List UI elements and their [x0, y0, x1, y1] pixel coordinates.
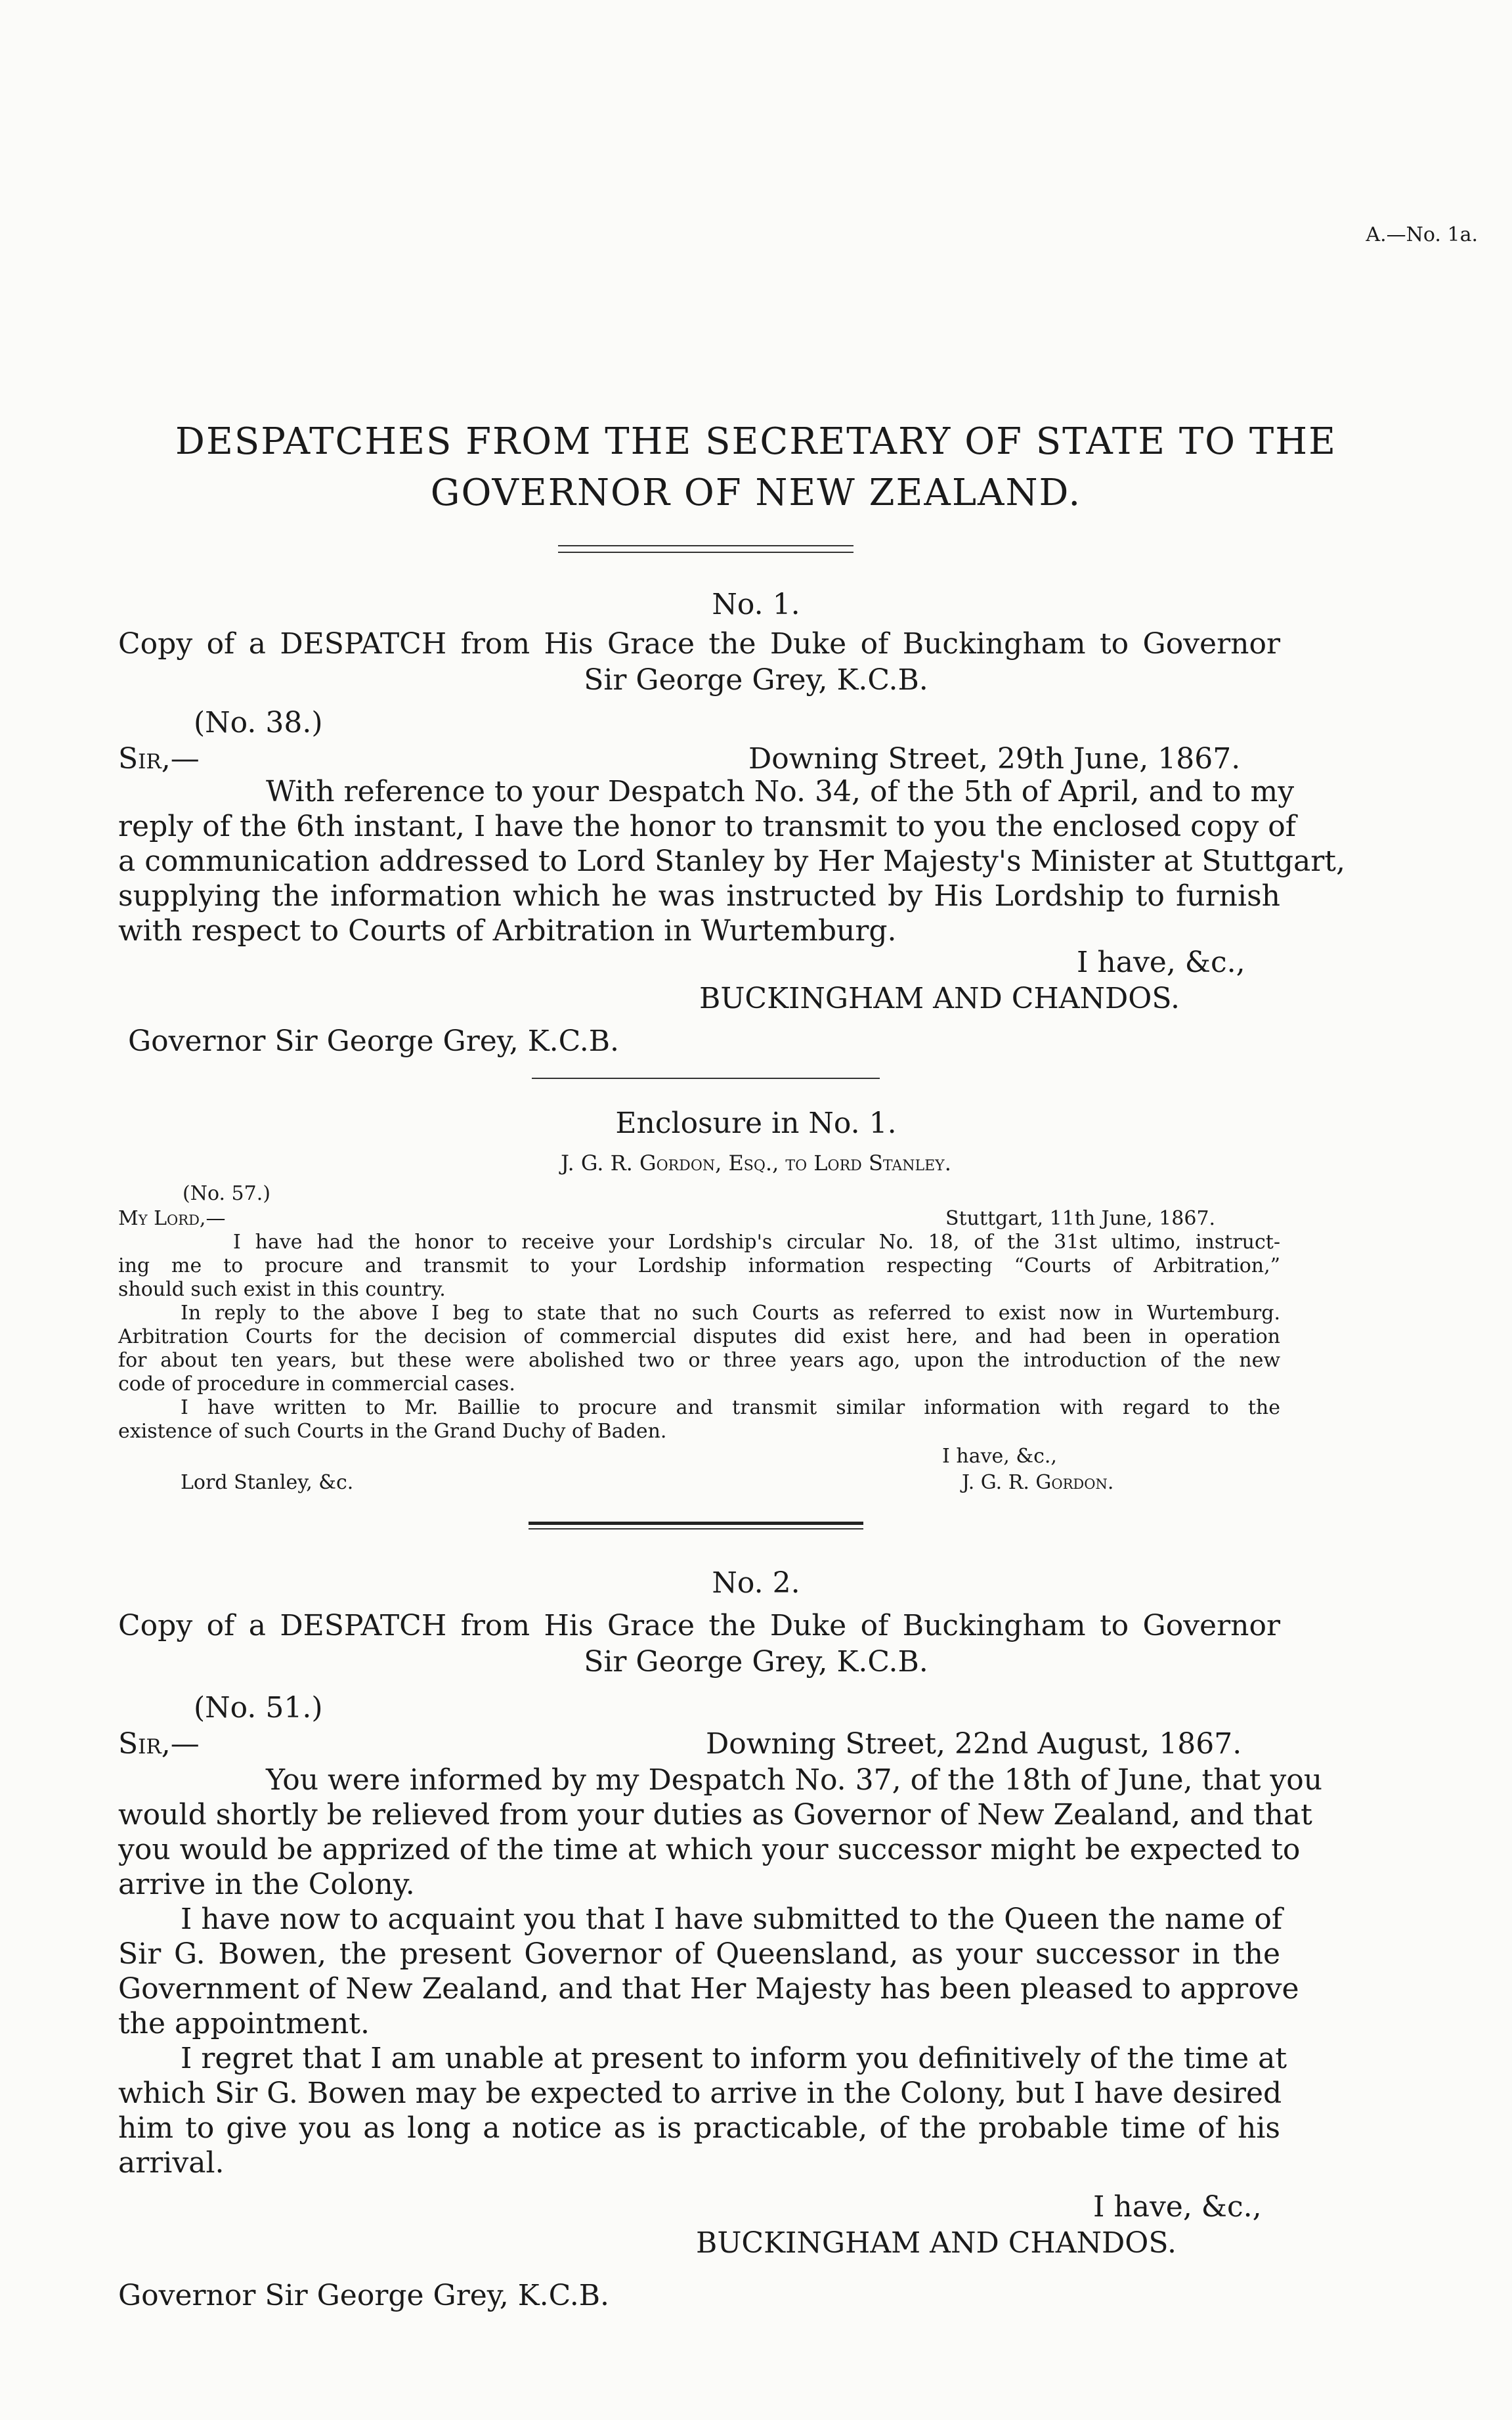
despatch-2-heading-line-1: Copy of a DESPATCH from His Grace the Duke of Buckingham to Governor: [118, 1609, 1280, 1642]
despatch-2-number-reference: (No. 51.): [194, 1691, 323, 1725]
despatch-2-body-line: would shortly be relieved from your duties as Governor of New Zealand, and that: [118, 1798, 1312, 1832]
title-rule-top: [558, 545, 853, 546]
despatch-2-body-line: which Sir G. Bowen may be expected to arrive in the Colony, but I have desired: [118, 2077, 1282, 2110]
despatch-1-body-line: a communication addressed to Lord Stanley by Her Majesty's Minister at Stuttgart,: [118, 845, 1345, 878]
enclosure-body-line: ing me to procure and transmit to your Lordship information respecting “Courts of Arbitration,”: [118, 1254, 1280, 1277]
despatch-2-place-date: Downing Street, 22nd August, 1867.: [706, 1727, 1242, 1761]
enclosure-body-line: should such exist in this country.: [118, 1278, 446, 1301]
enclosure-signature: J. G. R. Gordon.: [962, 1471, 1114, 1494]
despatch-2-body-line: You were informed by my Despatch No. 37, of the 18th of June, that you: [266, 1763, 1323, 1797]
despatch-1-addressee: Governor Sir George Grey, K.C.B.: [128, 1024, 620, 1058]
enclosure-body-line: Arbitration Courts for the decision of commercial disputes did exist here, and had been in operation: [118, 1325, 1280, 1348]
despatch-2-body-line: him to give you as long a notice as is practicable, of the probable time of his: [118, 2111, 1280, 2145]
despatch-2-body-line: you would be apprized of the time at which your successor might be expected to: [118, 1833, 1301, 1866]
despatch-1-heading-line-1: Copy of a DESPATCH from His Grace the Duke of Buckingham to Governor: [118, 627, 1280, 661]
despatch-1-body-line: With reference to your Despatch No. 34, of the 5th of April, and to my: [266, 775, 1295, 808]
despatch-2-body-line: I have now to acquaint you that I have submitted to the Queen the name of: [181, 1903, 1283, 1936]
despatch-1-number-reference: (No. 38.): [194, 706, 323, 739]
despatch-1-salutation: Sir,—: [118, 742, 200, 776]
enclosure-body-line: existence of such Courts in the Grand Duchy of Baden.: [118, 1420, 667, 1443]
despatch-2-salutation: Sir,—: [118, 1727, 200, 1761]
thick-section-divider: [529, 1522, 863, 1525]
despatch-1-body-line: reply of the 6th instant, I have the honor to transmit to you the enclosed copy of: [118, 810, 1297, 843]
title-rule-bottom: [558, 552, 853, 553]
despatch-2-body-line: Government of New Zealand, and that Her Majesty has been pleased to approve: [118, 1972, 1299, 2006]
despatch-1-closing: I have, &c.,: [1077, 946, 1245, 979]
enclosure-heading: Enclosure in No. 1.: [615, 1107, 897, 1140]
despatch-2-body-line: arrival.: [118, 2146, 225, 2180]
enclosure-body-line: I have had the honor to receive your Lordship's circular No. 18, of the 31st ultimo, instruct-: [233, 1231, 1280, 1254]
despatch-1-heading-line-2: Sir George Grey, K.C.B.: [584, 663, 928, 697]
despatch-2-number: No. 2.: [712, 1566, 800, 1600]
despatch-2-body-line: the appointment.: [118, 2007, 370, 2040]
thin-section-divider: [529, 1528, 863, 1529]
enclosure-body-line: code of procedure in commercial cases.: [118, 1373, 515, 1396]
despatch-2-body-line: arrive in the Colony.: [118, 1868, 415, 1901]
enclosure-body-line: for about ten years, but these were abolished two or three years ago, upon the introduction of the new: [118, 1349, 1280, 1372]
enclosure-body-line: I have written to Mr. Baillie to procure and transmit similar information with regard to the: [181, 1396, 1280, 1419]
enclosure-addressee: Lord Stanley, &c.: [181, 1471, 354, 1494]
enclosure-subheading: J. G. R. Gordon, Esq., to Lord Stanley.: [561, 1151, 951, 1176]
despatch-2-addressee: Governor Sir George Grey, K.C.B.: [118, 2279, 610, 2312]
document-title-line-2: GOVERNOR OF NEW ZEALAND.: [430, 472, 1082, 514]
despatch-2-body-line: I regret that I am unable at present to inform you definitively of the time at: [181, 2042, 1287, 2075]
despatch-2-signature: BUCKINGHAM AND CHANDOS.: [696, 2226, 1177, 2260]
despatch-2-heading-line-2: Sir George Grey, K.C.B.: [584, 1645, 928, 1679]
enclosure-number-reference: (No. 57.): [183, 1182, 270, 1205]
enclosure-place-date: Stuttgart, 11th June, 1867.: [945, 1207, 1216, 1230]
despatch-1-signature: BUCKINGHAM AND CHANDOS.: [699, 982, 1180, 1015]
enclosure-closing: I have, &c.,: [942, 1445, 1057, 1468]
page-reference: A.—No. 1a.: [1366, 223, 1478, 246]
despatch-2-body-line: Sir G. Bowen, the present Governor of Queensland, as your successor in the: [118, 1937, 1280, 1971]
section-divider: [532, 1078, 880, 1079]
despatch-1-body-line: supplying the information which he was instructed by His Lordship to furnish: [118, 879, 1280, 913]
despatch-1-number: No. 1.: [712, 588, 800, 621]
document-title-line-1: DESPATCHES FROM THE SECRETARY OF STATE TO THE: [175, 420, 1337, 463]
despatch-2-closing: I have, &c.,: [1093, 2190, 1262, 2224]
despatch-1-body-line: with respect to Courts of Arbitration in Wurtemburg.: [118, 914, 897, 948]
enclosure-body-line: In reply to the above I beg to state that no such Courts as referred to exist now in Wurtemburg.: [181, 1302, 1280, 1325]
enclosure-salutation: My Lord,—: [118, 1207, 226, 1230]
despatch-1-place-date: Downing Street, 29th June, 1867.: [748, 742, 1241, 776]
